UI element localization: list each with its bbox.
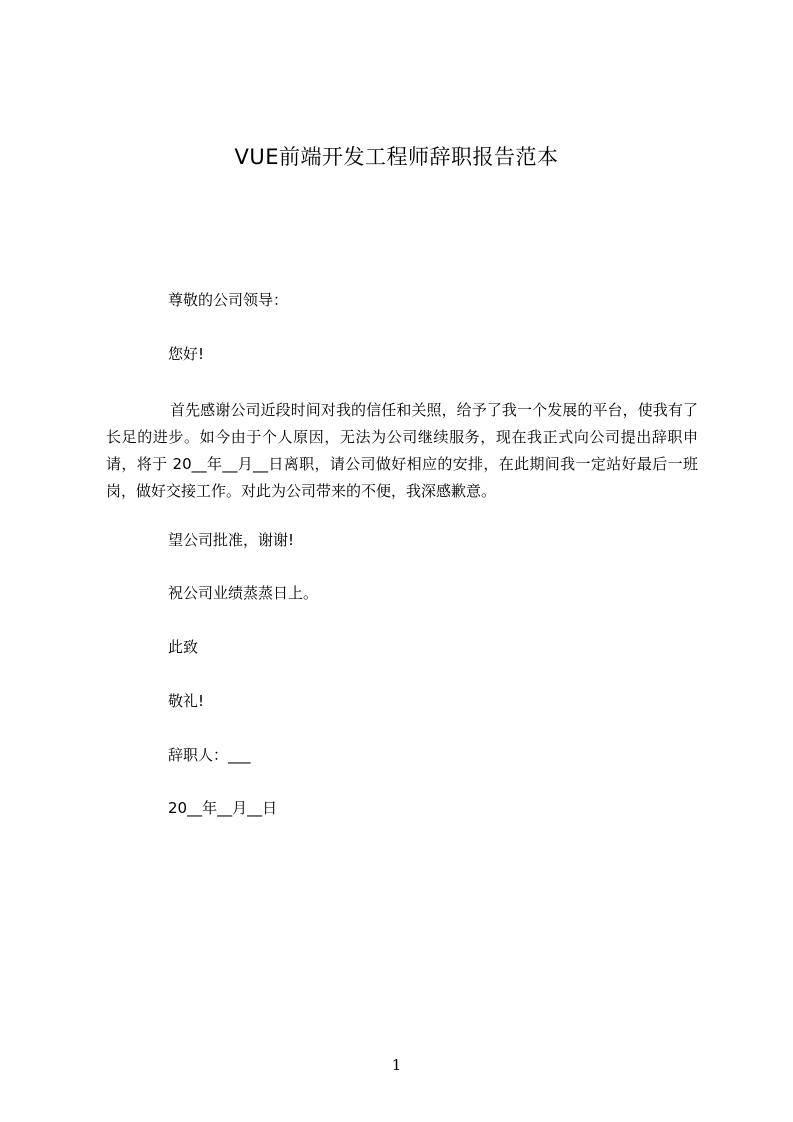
closing-line-1: 此致 — [168, 638, 199, 656]
salutation: 尊敬的公司领导： — [168, 291, 289, 309]
request-line: 望公司批准，谢谢! — [168, 531, 295, 549]
date-line: 20__年__月__日 — [168, 799, 278, 817]
body-paragraph: 首先感谢公司近段时间对我的信任和关照，给予了我一个发展的平台，使我有了长足的进步。如今由于个人原因，无法为公司继续服务，现在我正式向公司提出辞职申请，将于 20__年__月__日离职，请公司做好相应的安排，在此期间我一定站好最后一班岗，做好交接工作。对此为公司带来的不便，我深感歉意。 — [106, 401, 698, 500]
document-title: VUE前端开发工程师辞职报告范本 — [234, 145, 559, 169]
greeting: 您好! — [168, 345, 205, 363]
wish-line: 祝公司业绩蒸蒸日上。 — [168, 584, 319, 602]
page-number: 1 — [391, 1056, 402, 1074]
signature-line: 辞职人：___ — [168, 746, 251, 764]
closing-line-2: 敬礼! — [168, 692, 205, 710]
